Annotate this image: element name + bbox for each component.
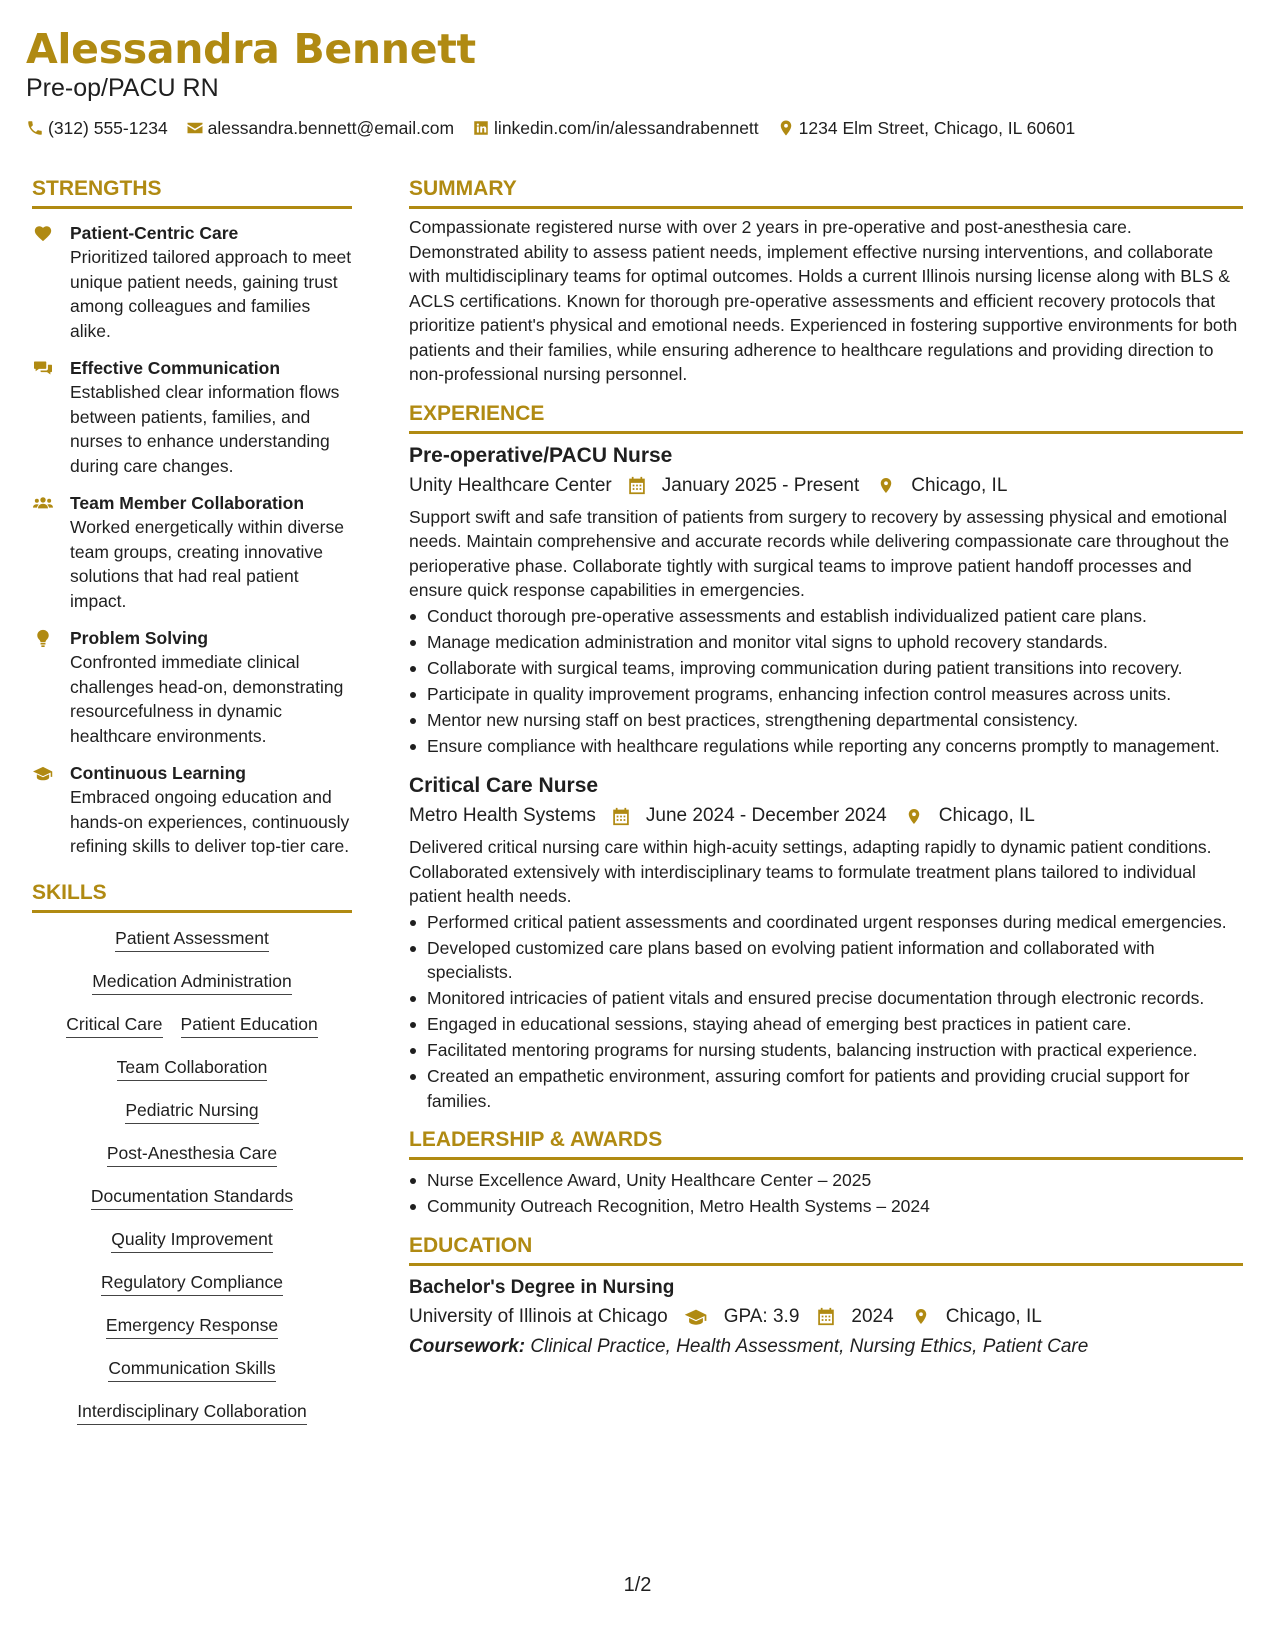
skills-list (32, 927, 352, 1425)
list-item: Engaged in educational sessions, staying ahead of emerging best practices in patient care. (409, 1012, 1243, 1037)
map-marker-icon (912, 1307, 930, 1326)
strengths-heading: STRENGTHS (32, 176, 352, 209)
job-location-text: Chicago, IL (938, 805, 1035, 826)
job-title: Pre-operative/PACU Nurse (409, 443, 673, 467)
skills-heading: SKILLS (32, 880, 352, 913)
map-marker-icon (905, 807, 923, 826)
contact-linkedin[interactable] (472, 117, 759, 139)
coursework-label: Coursework: (409, 1335, 526, 1357)
list-item: Collaborate with surgical teams, improving communication during patient transitions into recovery. (409, 656, 1243, 681)
list-item: Mentor new nursing staff on best practices, strengthening departmental consistency. (409, 708, 1243, 733)
location-text: Chicago, IL (945, 1305, 1042, 1327)
contact-email[interactable] (186, 117, 454, 139)
skill-tag: Critical Care (66, 1013, 162, 1038)
map-marker-icon (877, 476, 895, 495)
experience-heading: EXPERIENCE (409, 401, 1243, 434)
gpa-text: GPA: 3.9 (723, 1305, 800, 1327)
users-icon (33, 494, 53, 512)
list-item: Performed critical patient assessments and coordinated urgent responses during medical emergencies. (409, 910, 1243, 935)
strength-item (32, 356, 352, 478)
strength-item (32, 626, 352, 748)
map-marker-icon (777, 119, 795, 137)
education-heading: EDUCATION (409, 1233, 1243, 1266)
heart-icon (33, 224, 53, 242)
job-dates (628, 473, 860, 499)
right-column (409, 176, 1243, 1360)
job-meta (409, 803, 1243, 829)
lightbulb-icon (33, 629, 53, 647)
contact-address (777, 117, 1076, 139)
job-description: Support swift and safe transition of patients from surgery to recovery by assessing physical and emotional needs. Maintain comprehensive and accurate records while delivering compassionate care throughout the perioperative phase. Collaborate tightly with surgical teams to improve patient handoff processes and ensure quick response capabilities in emergencies. (409, 506, 1230, 600)
strength-item (32, 221, 352, 343)
list-item: Facilitated mentoring programs for nursing students, balancing instruction with practical experience. (409, 1038, 1243, 1063)
job-company: Metro Health Systems (409, 805, 596, 826)
strength-description: Established clear information flows between patients, families, and nurses to enhance understanding during care changes. (70, 382, 340, 476)
list-item: Participate in quality improvement programs, enhancing infection control measures across units. (409, 682, 1243, 707)
strengths-list (32, 221, 352, 859)
job-entry (409, 772, 1243, 1113)
list-item: Community Outreach Recognition, Metro Health Systems – 2024 (409, 1194, 1243, 1219)
job-dates-text: June 2024 - December 2024 (645, 805, 887, 826)
skill-tag: Medication Administration (92, 970, 291, 995)
address-text: 1234 Elm Street, Chicago, IL 60601 (798, 118, 1076, 138)
strength-title: Problem Solving (70, 628, 209, 648)
phone-text: (312) 555-1234 (48, 118, 168, 138)
linkedin-icon (472, 119, 490, 137)
email-link[interactable]: alessandra.bennett@email.com (207, 118, 455, 138)
job-location-text: Chicago, IL (911, 474, 1008, 496)
year-text: 2024 (851, 1305, 894, 1327)
list-item: Nurse Excellence Award, Unity Healthcare Center – 2025 (409, 1168, 1243, 1193)
awards-section (409, 1127, 1243, 1219)
list-item: Developed customized care plans based on evolving patient information and collaborated with specialists. (409, 936, 1243, 985)
job-bullets (409, 604, 1243, 759)
job-location (905, 803, 1035, 829)
skill-tag: Patient Assessment (115, 927, 269, 952)
job-title: Critical Care Nurse (409, 774, 599, 797)
strength-item (32, 761, 352, 859)
strength-title: Continuous Learning (70, 763, 246, 783)
skill-tag: Interdisciplinary Collaboration (77, 1400, 307, 1425)
list-item: Manage medication administration and monitor vital signs to uphold recovery standards. (409, 630, 1243, 655)
skill-tag: Communication Skills (108, 1357, 275, 1382)
experience-section (409, 401, 1243, 1114)
summary-text: Compassionate registered nurse with over 2 years in pre-operative and post-anesthesia care. Demonstrated ability to assess patient needs, implement effective nursing interventions, and collaborate with multidisciplinary teams for optimal outcomes. Holds a current Illinois nursing license along with BLS & ACLS certifications. Known for thorough pre-operative assessments and efficient recovery protocols that prioritize patient's physical and emotional needs. Experienced in fostering supportive environments for both patients and their families, while ensuring adherence to healthcare regulations and providing direction to non-professional nursing personnel. (409, 217, 1238, 384)
job-entry (409, 442, 1243, 759)
coursework-text: Clinical Practice, Health Assessment, Nursing Ethics, Patient Care (530, 1335, 1089, 1357)
strength-description: Embraced ongoing education and hands-on experiences, continuously refining skills to deliver top-tier care. (70, 787, 350, 856)
calendar-icon (612, 807, 630, 826)
envelope-icon (186, 119, 204, 137)
strength-title: Team Member Collaboration (70, 493, 305, 513)
resume-header (26, 26, 1246, 139)
job-company: Unity Healthcare Center (409, 474, 612, 496)
education-meta (409, 1304, 1243, 1330)
strength-description: Confronted immediate clinical challenges head-on, demonstrating resourcefulness in dynamic healthcare environments. (70, 652, 344, 746)
skill-tag: Post-Anesthesia Care (107, 1142, 277, 1167)
graduation-cap-icon (684, 1307, 708, 1326)
education-location (912, 1304, 1042, 1330)
strength-item (32, 491, 352, 613)
awards-heading: LEADERSHIP & AWARDS (409, 1127, 1243, 1160)
graduation-cap-icon (33, 764, 53, 782)
linkedin-link[interactable]: linkedin.com/in/alessandrabennett (494, 118, 759, 138)
skill-tag: Emergency Response (106, 1314, 278, 1339)
strength-description: Prioritized tailored approach to meet unique patient needs, gaining trust among colleagues and families alike. (70, 247, 352, 341)
job-meta (409, 473, 1243, 499)
left-column (32, 176, 352, 1425)
calendar-icon (628, 476, 646, 495)
list-item: Created an empathetic environment, assuring comfort for patients and providing crucial support for families. (409, 1064, 1243, 1113)
job-description: Delivered critical nursing care within high-acuity settings, adapting rapidly to dynamic patient conditions. Collaborated extensively with interdisciplinary teams to formulate treatment plans tailored to individual patient health needs. (409, 837, 1212, 906)
strength-description: Worked energetically within diverse team groups, creating innovative solutions that had real patient impact. (70, 517, 344, 611)
page-number: 1/2 (623, 1574, 652, 1596)
candidate-title: Pre-op/PACU RN (26, 74, 219, 102)
comments-icon (33, 359, 53, 377)
job-dates-text: January 2025 - Present (661, 474, 860, 496)
list-item: Monitored intricacies of patient vitals and ensured precise documentation through electronic records. (409, 986, 1243, 1011)
skill-tag: Patient Education (181, 1013, 318, 1038)
contact-bar (26, 117, 1246, 139)
skill-tag: Documentation Standards (91, 1185, 293, 1210)
list-item: Ensure compliance with healthcare regulations while reporting any concerns promptly to management. (409, 734, 1243, 759)
skill-tag: Pediatric Nursing (125, 1099, 258, 1124)
awards-list (409, 1168, 1243, 1219)
education-gpa (684, 1304, 800, 1330)
candidate-name: Alessandra Bennett (26, 25, 476, 73)
skills-section (32, 880, 352, 1425)
degree-title: Bachelor's Degree in Nursing (409, 1276, 675, 1298)
summary-heading: SUMMARY (409, 176, 1243, 209)
strength-title: Effective Communication (70, 358, 281, 378)
job-bullets (409, 910, 1243, 1114)
contact-phone (26, 117, 168, 139)
calendar-icon (817, 1307, 835, 1326)
phone-icon (26, 119, 44, 137)
job-location (877, 473, 1007, 499)
job-dates (612, 803, 887, 829)
list-item: Conduct thorough pre-operative assessments and establish individualized patient care plans. (409, 604, 1243, 629)
school-name: University of Illinois at Chicago (409, 1305, 668, 1327)
education-section (409, 1233, 1243, 1360)
strength-title: Patient-Centric Care (70, 223, 239, 243)
skill-tag: Quality Improvement (111, 1228, 272, 1253)
skill-tag: Team Collaboration (117, 1056, 268, 1081)
skill-tag: Regulatory Compliance (101, 1271, 283, 1296)
coursework (409, 1334, 1243, 1360)
education-year (817, 1304, 893, 1330)
